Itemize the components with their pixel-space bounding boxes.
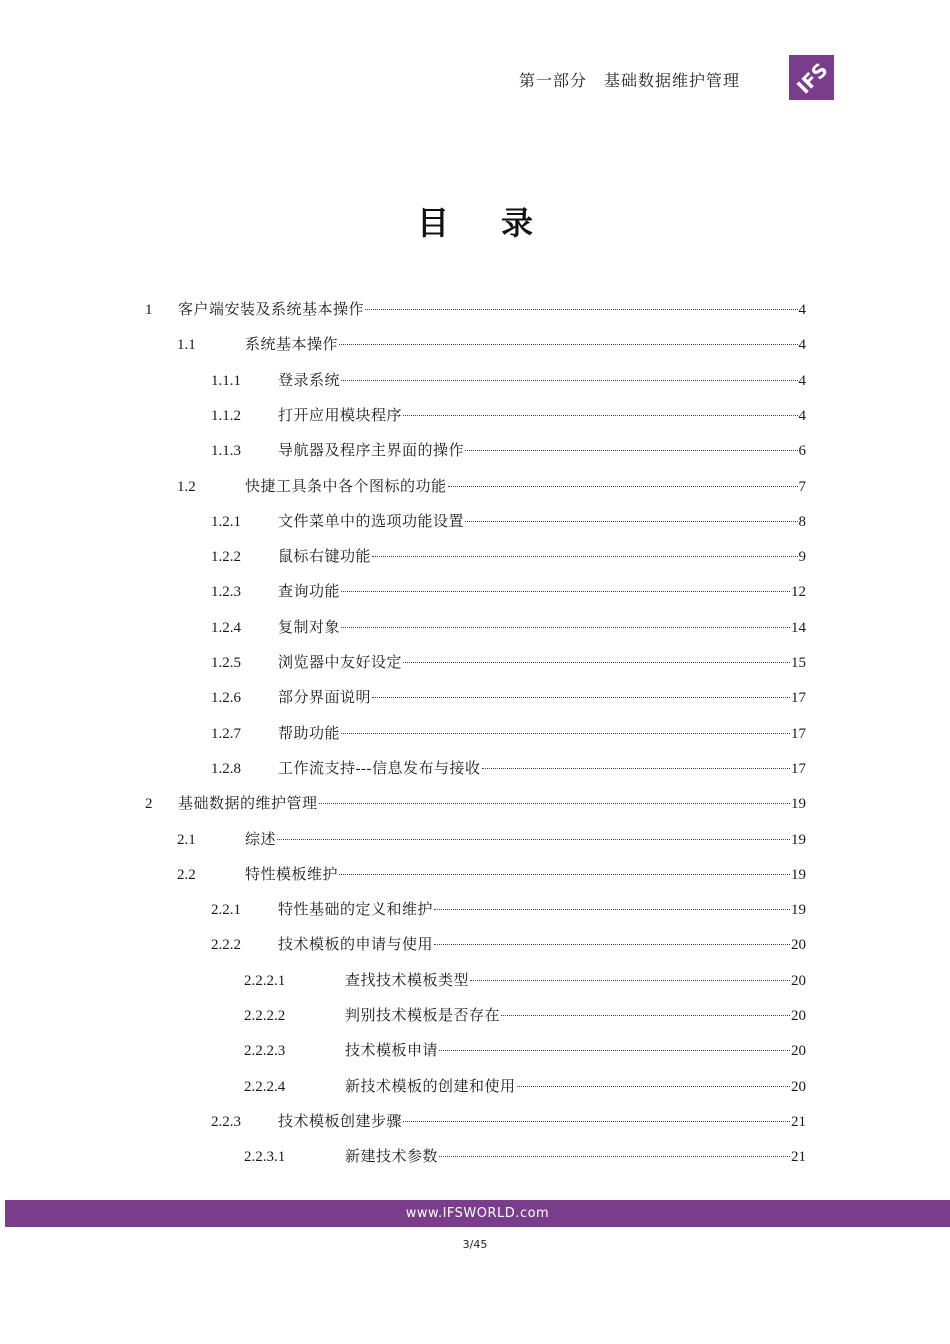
toc-entry-number: 2.2.2.1: [244, 972, 286, 989]
toc-entry-page: 12: [791, 584, 806, 601]
toc-dot-leader: [277, 839, 790, 840]
toc-entry-page: 17: [791, 760, 806, 777]
toc-entry[interactable]: [0, 399, 950, 434]
toc-entry-label: 快捷工具条中各个图标的功能: [245, 478, 447, 495]
toc-entry-label: 系统基本操作: [245, 337, 339, 354]
toc-dot-leader: [434, 944, 790, 945]
toc-entry-page: 19: [791, 796, 806, 813]
toc-entry-number: 1.2.2: [211, 549, 241, 566]
toc-dot-leader: [339, 344, 797, 345]
toc-entry[interactable]: [0, 928, 950, 963]
toc-entry-label: 查询功能: [278, 584, 341, 601]
toc-dot-leader: [403, 415, 797, 416]
toc-entry-label: 特性模板维护: [245, 866, 339, 883]
toc-entry-label: 特性基础的定义和维护: [278, 902, 434, 919]
toc-dot-leader: [403, 1121, 790, 1122]
toc-entry-number: 2.1: [177, 831, 196, 848]
toc-dot-leader: [341, 591, 790, 592]
toc-entry-page: 21: [791, 1113, 806, 1130]
toc-entry-number: 2.2.2: [211, 937, 241, 954]
toc-entry-page: 14: [791, 619, 806, 636]
toc-entry-label: 部分界面说明: [278, 690, 372, 707]
toc-entry[interactable]: [0, 787, 950, 822]
toc-entry-page: 4: [798, 302, 806, 318]
toc-entry-label: 复制对象: [278, 619, 341, 636]
toc-dot-leader: [439, 1156, 790, 1157]
toc-entry-number: 2.2.2.4: [244, 1078, 286, 1095]
toc-entry[interactable]: [0, 823, 950, 858]
toc-entry-label: 新建技术参数: [345, 1149, 439, 1166]
toc-entry[interactable]: [0, 1105, 950, 1140]
ifs-logo: [789, 55, 834, 100]
toc-entry[interactable]: [0, 575, 950, 610]
toc-entry-page: 19: [791, 902, 806, 919]
toc-dot-leader: [319, 803, 790, 804]
toc-entry[interactable]: [0, 293, 950, 328]
toc-dot-leader: [448, 486, 798, 487]
toc-dot-leader: [341, 733, 790, 734]
toc-entry-page: 4: [798, 372, 806, 389]
toc-entry-page: 4: [798, 337, 806, 354]
toc-dot-leader: [501, 1015, 790, 1016]
page-number: 3/45: [462, 1238, 488, 1251]
toc-entry[interactable]: [0, 434, 950, 469]
document-title: 目录: [416, 204, 585, 242]
toc-entry-number: 2: [145, 796, 153, 813]
toc-entry[interactable]: [0, 646, 950, 681]
toc-entry[interactable]: [0, 470, 950, 505]
toc-entry-page: 9: [798, 549, 806, 566]
toc-entry-label: 工作流支持---信息发布与接收: [278, 760, 481, 777]
toc-entry-number: 2.2.2.2: [244, 1008, 286, 1024]
svg-text:IFS: IFS: [793, 59, 833, 99]
toc-dot-leader: [341, 627, 790, 628]
toc-entry-page: 17: [791, 690, 806, 707]
toc-dot-leader: [465, 450, 797, 451]
toc-entry-number: 2.2.2.3: [244, 1043, 286, 1060]
toc-dot-leader: [439, 1050, 790, 1051]
toc-entry-page: 21: [791, 1149, 806, 1166]
toc-entry-number: 1.2.8: [211, 760, 241, 777]
toc-entry-label: 技术模板申请: [345, 1043, 439, 1060]
toc-entry-number: 1.1: [177, 337, 196, 354]
toc-entry-label: 新技术模板的创建和使用: [345, 1078, 516, 1095]
toc-dot-leader: [465, 521, 797, 522]
toc-entry-label: 打开应用模块程序: [278, 407, 403, 424]
toc-entry-page: 7: [798, 478, 806, 495]
toc-entry-page: 6: [798, 443, 806, 460]
toc-entry-number: 1.2.5: [211, 655, 241, 671]
toc-dot-leader: [434, 909, 790, 910]
toc-entry-number: 1.1.1: [211, 372, 241, 389]
toc-entry-label: 综述: [245, 831, 277, 848]
toc-dot-leader: [482, 768, 791, 769]
toc-entry[interactable]: [0, 540, 950, 575]
toc-dot-leader: [372, 697, 790, 698]
toc-entry-label: 基础数据的维护管理: [178, 796, 318, 813]
header-section-title: 第一部分 基础数据维护管理: [518, 73, 740, 90]
toc-entry[interactable]: [0, 505, 950, 540]
toc-entry[interactable]: [0, 1070, 950, 1105]
toc-entry[interactable]: [0, 752, 950, 787]
toc-dot-leader: [470, 980, 790, 981]
toc-entry-page: 19: [791, 866, 806, 883]
toc-entry-page: 19: [791, 831, 806, 848]
toc-entry-page: 4: [798, 407, 806, 424]
toc-dot-leader: [365, 309, 797, 310]
toc-entry[interactable]: [0, 611, 950, 646]
toc-entry-page: 20: [791, 972, 806, 989]
toc-entry-page: 20: [791, 937, 806, 954]
toc-entry-page: 20: [791, 1078, 806, 1095]
toc-entry-number: 2.2.3.1: [244, 1149, 286, 1166]
toc-dot-leader: [341, 380, 797, 381]
toc-entry-number: 1.2.6: [211, 690, 241, 707]
toc-entry-number: 2.2.3: [211, 1113, 241, 1130]
toc-entry[interactable]: [0, 717, 950, 752]
toc-entry[interactable]: [0, 893, 950, 928]
toc-entry-label: 客户端安装及系统基本操作: [178, 302, 365, 318]
toc-entry-label: 判别技术模板是否存在: [345, 1008, 501, 1024]
toc-entry[interactable]: [0, 964, 950, 999]
toc-entry-label: 技术模板的申请与使用: [278, 937, 434, 954]
toc-entry-number: 1.2.3: [211, 584, 241, 601]
toc-entry-label: 查找技术模板类型: [345, 972, 470, 989]
toc-entry[interactable]: [0, 858, 950, 893]
toc-entry-label: 鼠标右键功能: [278, 549, 372, 566]
toc-entry-page: 15: [791, 655, 806, 671]
toc-dot-leader: [403, 662, 790, 663]
toc-entry-page: 17: [791, 725, 806, 742]
footer-website-bar: [5, 1200, 950, 1227]
toc-entry[interactable]: [0, 328, 950, 363]
toc-entry-label: 导航器及程序主界面的操作: [278, 443, 465, 460]
toc-entry-label: 文件菜单中的选项功能设置: [278, 513, 465, 530]
toc-entry-page: 8: [798, 513, 806, 530]
toc-entry-label: 登录系统: [278, 372, 341, 389]
toc-entry[interactable]: [0, 681, 950, 716]
toc-entry-label: 帮助功能: [278, 725, 341, 742]
toc-dot-leader: [517, 1086, 790, 1087]
toc-entry[interactable]: [0, 999, 950, 1034]
toc-dot-leader: [372, 556, 797, 557]
toc-entry[interactable]: [0, 1140, 950, 1175]
toc-entry-number: 1.2: [177, 478, 196, 495]
toc-dot-leader: [339, 874, 790, 875]
toc-entry-page: 20: [791, 1043, 806, 1060]
toc-entry-number: 1.2.1: [211, 513, 241, 530]
toc-entry[interactable]: [0, 1034, 950, 1069]
toc-entry-number: 2.2: [177, 866, 196, 883]
toc-entry-number: 1.2.7: [211, 725, 241, 742]
toc-entry-number: 2.2.1: [211, 902, 241, 919]
toc-entry-number: 1.1.3: [211, 443, 241, 460]
website-link[interactable]: www.IFSWORLD.com: [405, 1206, 550, 1221]
toc-entry-number: 1: [145, 302, 153, 318]
toc-entry-label: 浏览器中友好设定: [278, 655, 403, 671]
toc-entry-page: 20: [791, 1008, 806, 1024]
toc-entry-label: 技术模板创建步骤: [278, 1113, 403, 1130]
toc-entry-number: 1.2.4: [211, 619, 241, 636]
toc-entry-number: 1.1.2: [211, 407, 241, 424]
toc-entry[interactable]: [0, 364, 950, 399]
